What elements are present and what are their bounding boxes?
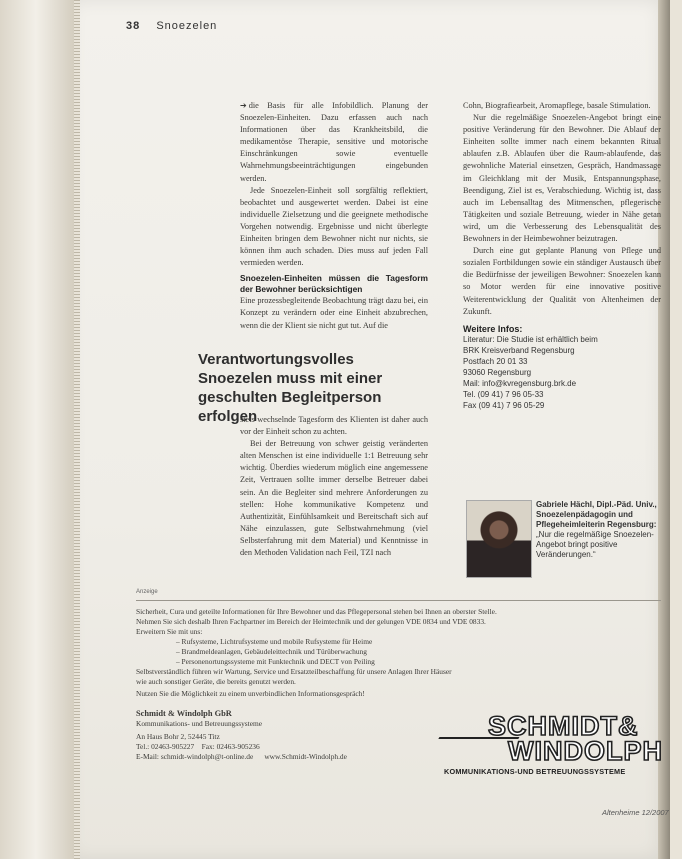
section-title: Snoezelen — [156, 20, 218, 32]
arrow-icon: ➔ — [240, 101, 247, 110]
right-column — [463, 100, 661, 411]
info-contact — [463, 334, 661, 411]
ad-text: Selbstverständlich führen wir Wartung, Service und Ersatzteilbeschaffung für unsere Anlagen Ihrer Häuser — [136, 667, 452, 676]
paragraph: Durch eine gut geplante Planung von Pflege und sozialen Fortbildungen sowie ein ständiger Austausch über die Bedürfnisse der jeweiligen Bewohner: Snoezelen kann so Motor werden für eine innovative positive Weiterentwicklung der Qualität von Altenheimen der Zukunft. — [463, 246, 661, 316]
ad-text: Nutzen Sie die Möglichkeit zu einem unverbindlichen Informationsgespräch! — [136, 689, 365, 698]
company-email: E-Mail: schmidt-windolph@t-online.de — [136, 752, 254, 761]
paragraph: Bei der Betreuung von schwer geistig veränderten alten Menschen ist eine individuelle 1:1 Betreuung sehr wichtig. Überdies wiederum möglich eine angemessene Zeit, Vertrauen sollte immer derselbe Betreuer dabei sein. An die Begleiter sind mehrere Anforderungen zu stellen: Hohe kommunikative Kompetenz und Authentizität, Einfühlsamkeit und Bereitschaft sich auf Nähe einzulassen, gute Selbstwahrnehmung (viel Selbsterfahrung mit dem Material) und Kenntnisse in den Methoden Validation nach Feil, TZI nach — [240, 439, 428, 558]
intro-paragraph: ➔ die Basis für alle Infobildlich. Planung der Snoezelen-Einheiten. Dazu erfassen auch nach Informationen über das Krankheitsbild, die medikamentöse Therapie, sensitive und motorische Einschränkungen sowie eventuelle Wahrnehmungsbeeinträchtigungen eingebunden werden. — [240, 101, 428, 183]
paragraph: stets wechselnde Tagesform des Klienten ist daher auch vor der Einheit schon zu achten. — [240, 415, 428, 437]
paragraph: Jede Snoezelen-Einheit soll sorgfältig reflektiert, beobachtet und ausgewertet werden. Dabei ist eine individuelle Zielsetzung und die geeignete methodische Vorgehen notwendig. Ergebnisse und nicht überlegte Einheiten bringen dem Bewohner nicht nur nichts, sie können ihm auch schaden. Dies muss auf jeden Fall vermieden werden. — [240, 185, 428, 268]
left-column-lower — [240, 414, 428, 559]
ad-text: Erweitern Sie mit uns: — [136, 627, 203, 636]
company-logo: SCHMIDT& WINDOLPH KOMMUNIKATIONS-UND BETREUUNGSSYSTEME — [436, 711, 666, 781]
info-line: Literatur: Die Studie ist erhältlich beim — [463, 334, 598, 344]
ad-text: Nehmen Sie sich deshalb Ihren Fachpartner im Bereich der Heimtechnik und der gelungen VDE 0834 und VDE 0833. — [136, 617, 486, 626]
info-line: 93060 Regensburg — [463, 367, 532, 377]
left-column — [240, 100, 428, 332]
ad-list — [136, 637, 661, 667]
company-website: www.Schmidt-Windolph.de — [264, 752, 347, 761]
paragraph: Cohn, Biografiearbeit, Aromapflege, basale Stimulation. — [463, 101, 651, 110]
list-item: – Personenortungssysteme mit Funktechnik und DECT von Peiling — [176, 657, 375, 666]
info-line: Fax (09 41) 7 96 05-29 — [463, 400, 545, 410]
list-item: – Brandmeldeanlagen, Gebäudeleittechnik und Türüberwachung — [176, 647, 367, 656]
headline: Verantwortungsvolles Snoezelen muss mit einer geschulten Begleitperson erfolgen — [198, 351, 383, 425]
subheading: Snoezelen-Einheiten müssen die Tagesform der Bewohner berücksichtigen — [240, 273, 428, 295]
info-line: Postfach 20 01 33 — [463, 356, 528, 366]
company-subtitle: Kommunikations- und Betreuungssysteme — [136, 719, 263, 728]
advertisement — [136, 589, 663, 776]
paragraph: Eine prozessbegleitende Beobachtung trägt dazu bei, ein Konzept zu verändern oder eine Einheit abzubrechen, wenn die der Klient sie nicht gut tut. Auf die — [240, 296, 428, 330]
list-item: – Rufsysteme, Lichtrufsysteme und mobile Rufsysteme für Heime — [176, 637, 373, 646]
info-line: Tel. (09 41) 7 96 05-33 — [463, 389, 544, 399]
book-spine — [0, 0, 80, 859]
ad-text: wie auch sonstiger Geräte, die bereits genutzt werden. — [136, 677, 296, 686]
info-title: Weitere Infos: — [463, 323, 523, 334]
info-email: Mail: info@kvregensburg.brk.de — [463, 378, 577, 388]
info-line: BRK Kreisverband Regensburg — [463, 345, 575, 355]
page-header — [126, 20, 217, 32]
company-phone-fax: Tel.: 02463-905227 Fax: 02463-905236 — [136, 742, 260, 751]
company-name: Schmidt & Windolph GbR — [136, 709, 232, 718]
magazine-page — [80, 0, 670, 859]
page-footer: Altenheime 12/2007 — [602, 808, 669, 817]
photo-caption — [536, 500, 666, 560]
portrait-photo — [466, 500, 532, 578]
page-number: 38 — [126, 20, 141, 32]
company-address: An Haus Bohr 2, 52445 Titz — [136, 732, 220, 741]
caption-name: Gabriele Hächl, Dipl.-Päd. Univ., Snoezelenpädagogin und Pflegeheimleiterin Regensburg: — [536, 500, 657, 529]
ad-label: Anzeige — [136, 589, 158, 595]
paragraph: Nur die regelmäßige Snoezelen-Angebot bringt eine positive Veränderung für den Bewohner. Die Ablauf der Einheiten sollte immer nach einem bekannten Ritual ablaufen z.B. Ablaufen über die Raum-ablaufende, das gewohnliche Material einsetzen, Gespräch, Handmassage im Gleichklang mit der Musik, Entspannungsphase, Beendigung, Ziel ist es, Verabschiedung. Wichtig ist, dass auch im Lebensalltag des Mitmenschen, pflegerische Tätigkeiten und soziale Betreuung, wieder in Nähe getan wird, um die Verbesserung des Lebensqualität des Bewohners in der Heimbewohner beizutragen. — [463, 113, 661, 244]
ad-text: Sicherheit, Cura und geteilte Informationen für Ihre Bewohner und das Pflegepersonal stehen bei Ihnen an oberster Stelle. — [136, 607, 497, 616]
caption-quote: „Nur die regelmäßige Snoezelen-Angebot bringt positive Veränderungen.“ — [536, 530, 654, 559]
